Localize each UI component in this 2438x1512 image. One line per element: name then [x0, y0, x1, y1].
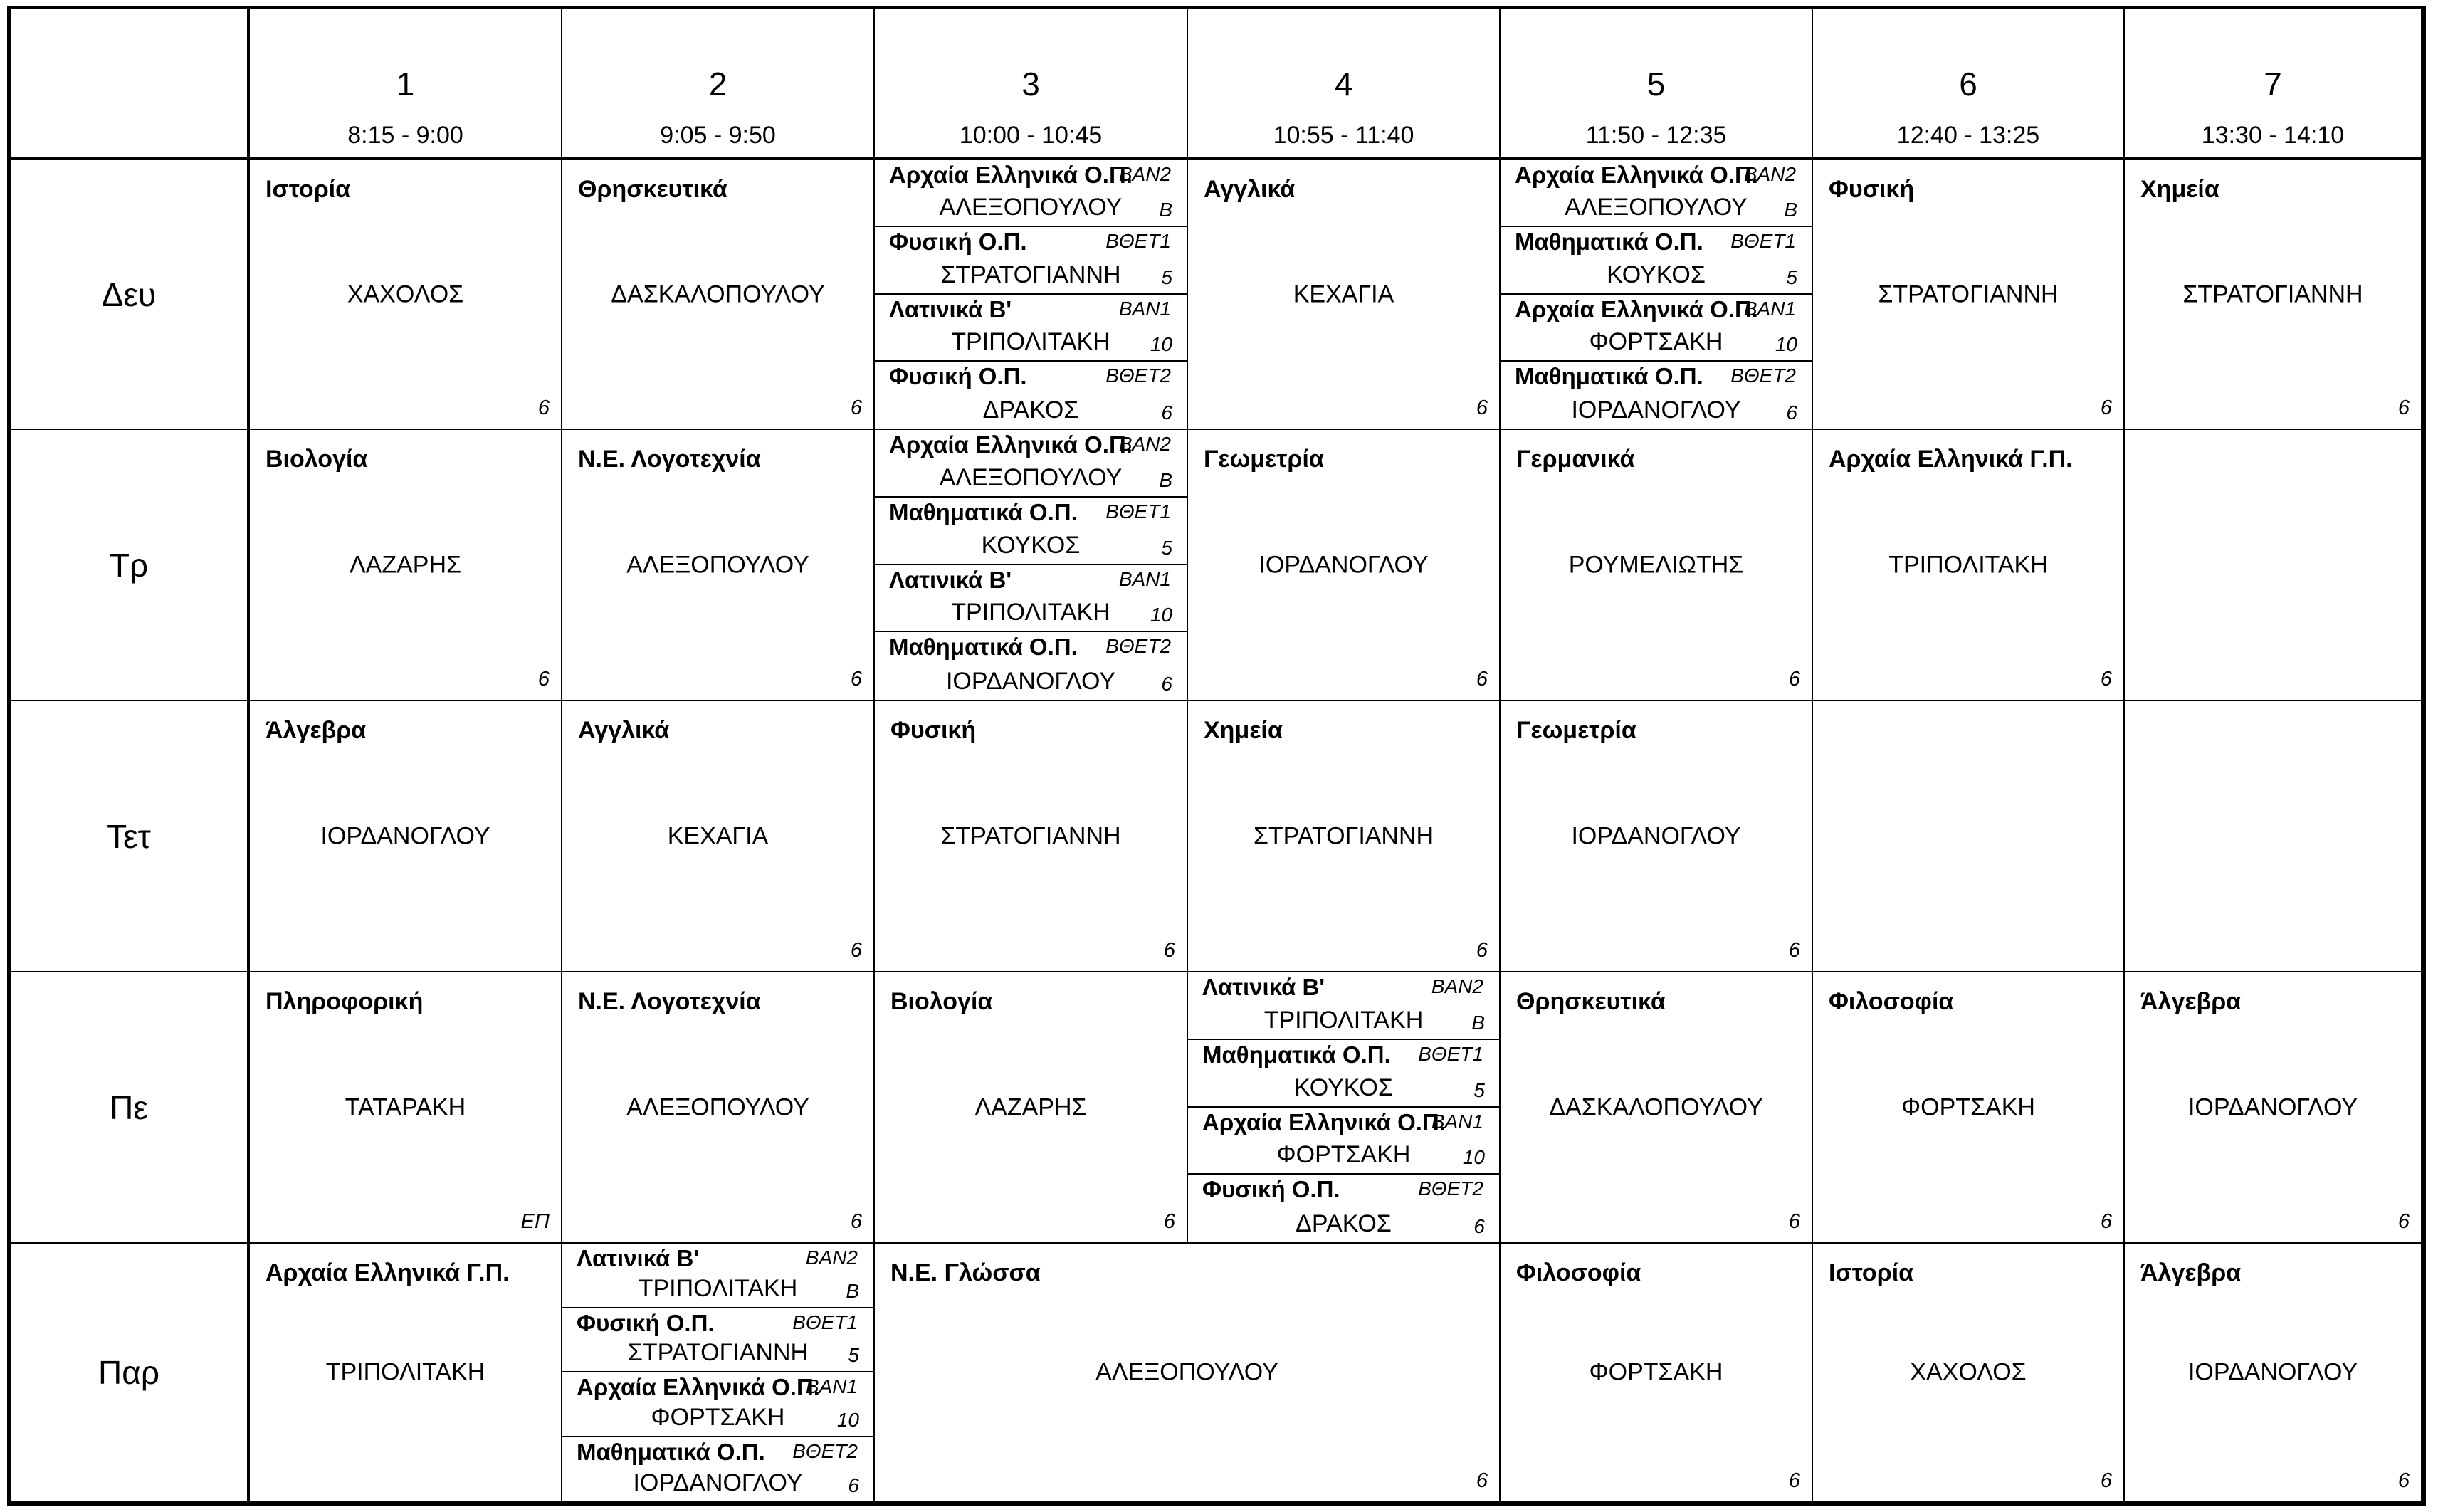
period-time: 11:50 - 12:35: [1585, 122, 1727, 149]
group-code: ΒΘΕΤ1: [1730, 230, 1796, 253]
teacher-name: ΦΟΡΤΣΑΚΗ: [1589, 327, 1723, 355]
group-code: ΒΘΕΤ1: [1105, 500, 1171, 523]
room-number: ΕΠ: [520, 1210, 550, 1233]
teacher-name: ΚΟΥΚΟΣ: [1607, 261, 1706, 288]
lesson-cell-split[interactable]: [1501, 160, 1813, 430]
period-number: 5: [1646, 65, 1666, 103]
lesson-cell[interactable]: [1813, 430, 2125, 701]
group-code: ΒΘΕΤ2: [1730, 364, 1796, 387]
lesson-cell[interactable]: [1188, 430, 1501, 701]
teacher-name: ΑΛΕΞΟΠΟΥΛΟΥ: [626, 1093, 809, 1120]
teacher-name: ΤΡΙΠΟΛΙΤΑΚΗ: [1888, 551, 2048, 578]
lesson-cell[interactable]: [1501, 1244, 1813, 1503]
subject-name: Φυσική Ο.Π.: [889, 229, 1027, 256]
lesson-cell-split[interactable]: [875, 430, 1188, 701]
room-number: 6: [850, 397, 862, 419]
group-lesson[interactable]: [875, 160, 1187, 227]
group-lesson[interactable]: [875, 498, 1187, 565]
teacher-name: ΤΡΙΠΟΛΙΤΑΚΗ: [951, 599, 1110, 626]
period-header-4: [1188, 9, 1501, 160]
room-number: 6: [1473, 1215, 1485, 1237]
period-number: 1: [396, 65, 415, 103]
subject-name: Ιστορία: [266, 176, 351, 203]
subject-name: Μαθηματικά Ο.Π.: [1515, 362, 1703, 389]
group-lesson[interactable]: [875, 430, 1187, 498]
period-time: 9:05 - 9:50: [660, 122, 776, 149]
subject-name: Ν.Ε. Λογοτεχνία: [578, 446, 761, 473]
subject-name: Αγγλικά: [578, 717, 670, 744]
room-number: 5: [1786, 266, 1797, 288]
lesson-cell[interactable]: [875, 701, 1188, 972]
room-number: 5: [848, 1344, 859, 1366]
group-lesson[interactable]: [875, 632, 1187, 700]
group-code: ΒΘΕΤ1: [1105, 230, 1171, 253]
lesson-cell[interactable]: [250, 701, 562, 972]
period-time: 10:55 - 11:40: [1273, 122, 1414, 149]
teacher-name: ΣΤΡΑΤΟΓΙΑΝΝΗ: [627, 1339, 809, 1366]
lesson-cell[interactable]: [875, 972, 1188, 1244]
lesson-cell[interactable]: [2125, 160, 2422, 430]
teacher-name: ΤΡΙΠΟΛΙΤΑΚΗ: [325, 1358, 485, 1386]
corner-cell: [11, 9, 250, 160]
period-header-1: [250, 9, 562, 160]
room-number: 6: [1161, 673, 1172, 695]
period-number: 7: [2264, 65, 2282, 103]
group-code: ΒΑΝ1: [1118, 297, 1171, 320]
teacher-name: ΑΛΕΞΟΠΟΥΛΟΥ: [939, 194, 1123, 221]
teacher-name: ΙΟΡΔΑΝΟΓΛΟΥ: [1571, 822, 1741, 849]
room-number: 6: [2100, 668, 2112, 691]
subject-name: Φυσική: [1829, 176, 1915, 203]
group-lesson[interactable]: [1188, 1040, 1499, 1108]
day-label-5: Παρ: [11, 1244, 250, 1503]
period-header-7: [2125, 9, 2422, 160]
subject-name: Αρχαία Ελληνικά Ο.Π.: [1202, 1108, 1446, 1135]
day-label-1: Δευ: [11, 160, 250, 430]
lesson-cell-split[interactable]: [1188, 972, 1501, 1244]
period-time: 13:30 - 14:10: [2201, 122, 2345, 149]
empty-cell: [2125, 430, 2422, 701]
subject-name: Αρχαία Ελληνικά Γ.Π.: [266, 1259, 510, 1286]
lesson-cell[interactable]: [2125, 972, 2422, 1244]
teacher-name: ΙΟΡΔΑΝΟΓΛΟΥ: [2187, 1093, 2358, 1120]
group-code: ΒΘΕΤ2: [1105, 635, 1171, 658]
room-number: 6: [1788, 1469, 1800, 1492]
subject-name: Αρχαία Ελληνικά Ο.Π.: [889, 162, 1133, 188]
room-number: 6: [2397, 1469, 2410, 1492]
group-code: ΒΑΝ2: [1431, 975, 1483, 997]
teacher-name: ΧΑΧΟΛΟΣ: [1910, 1358, 2027, 1386]
teacher-name: ΙΟΡΔΑΝΟΓΛΟΥ: [1259, 551, 1429, 578]
subject-name: Ν.Ε. Γλώσσα: [890, 1259, 1041, 1286]
teacher-name: ΑΛΕΞΟΠΟΥΛΟΥ: [939, 463, 1123, 491]
room-number: 6: [2397, 397, 2410, 419]
teacher-name: ΦΟΡΤΣΑΚΗ: [651, 1403, 785, 1431]
subject-name: Μαθηματικά Ο.Π.: [1202, 1041, 1391, 1068]
group-lesson[interactable]: [875, 295, 1187, 362]
teacher-name: ΚΟΥΚΟΣ: [1294, 1073, 1393, 1101]
timetable-grid: [7, 6, 2426, 1506]
period-time: 8:15 - 9:00: [347, 122, 463, 149]
lesson-cell-split[interactable]: [562, 1244, 875, 1503]
room-number: 6: [1786, 401, 1797, 424]
group-code: ΒΑΝ1: [805, 1375, 858, 1397]
day-label-4: Πε: [11, 972, 250, 1244]
group-lesson[interactable]: [562, 1244, 873, 1308]
teacher-name: ΔΡΑΚΟΣ: [1296, 1210, 1392, 1237]
subject-name: Αρχαία Ελληνικά Γ.Π.: [1829, 446, 2073, 473]
subject-name: Λατινικά Β': [889, 295, 1012, 322]
subject-name: Χημεία: [1204, 717, 1283, 744]
teacher-name: ΧΑΧΟΛΟΣ: [347, 280, 464, 308]
room-number: 10: [1150, 604, 1172, 626]
lesson-cell[interactable]: [562, 430, 875, 701]
teacher-name: ΚΕΧΑΓΙΑ: [1293, 280, 1394, 308]
lesson-cell[interactable]: [1813, 1244, 2125, 1503]
group-code: ΒΑΝ2: [1118, 433, 1171, 455]
group-code: ΒΘΕΤ1: [792, 1311, 858, 1333]
room-number: Β: [846, 1279, 859, 1302]
room-number: 6: [2100, 397, 2112, 419]
group-lesson[interactable]: [875, 227, 1187, 294]
room-number: Β: [1159, 199, 1172, 221]
subject-name: Μαθηματικά Ο.Π.: [889, 634, 1078, 661]
room-number: 6: [1476, 668, 1488, 691]
group-lesson[interactable]: [875, 565, 1187, 633]
period-time: 10:00 - 10:45: [959, 122, 1103, 149]
teacher-name: ΑΛΕΞΟΠΟΥΛΟΥ: [626, 551, 809, 578]
subject-name: Πληροφορική: [266, 988, 424, 1015]
period-header-3: [875, 9, 1188, 160]
group-lesson[interactable]: [1501, 160, 1812, 227]
lesson-cell[interactable]: [250, 1244, 562, 1503]
subject-name: Φυσική Ο.Π.: [577, 1309, 715, 1336]
group-code: ΒΘΕΤ2: [792, 1439, 858, 1462]
room-number: Β: [1471, 1011, 1485, 1034]
room-number: 6: [1476, 397, 1488, 419]
subject-name: Βιολογία: [266, 446, 368, 473]
subject-name: Γερμανικά: [1516, 446, 1635, 473]
teacher-name: ΤΡΙΠΟΛΙΤΑΚΗ: [951, 327, 1110, 355]
teacher-name: ΦΟΡΤΣΑΚΗ: [1901, 1093, 2035, 1120]
room-number: 10: [1150, 332, 1172, 355]
subject-name: Μαθηματικά Ο.Π.: [577, 1438, 765, 1465]
teacher-name: ΔΡΑΚΟΣ: [982, 397, 1079, 424]
room-number: 6: [1788, 668, 1800, 691]
teacher-name: ΤΑΤΑΡΑΚΗ: [345, 1093, 466, 1120]
group-lesson[interactable]: [875, 362, 1187, 429]
period-header-2: [562, 9, 875, 160]
group-lesson[interactable]: [1501, 227, 1812, 294]
lesson-cell[interactable]: [1188, 160, 1501, 430]
room-number: 10: [836, 1408, 859, 1431]
lesson-cell[interactable]: [562, 160, 875, 430]
room-number: 6: [2100, 1469, 2112, 1492]
lesson-cell[interactable]: [250, 160, 562, 430]
group-code: ΒΑΝ2: [1118, 163, 1171, 185]
teacher-name: ΣΤΡΑΤΟΓΙΑΝΝΗ: [940, 822, 1121, 849]
lesson-cell[interactable]: [250, 972, 562, 1244]
teacher-name: ΑΛΕΞΟΠΟΥΛΟΥ: [1095, 1358, 1278, 1386]
period-number: 4: [1334, 65, 1353, 103]
group-lesson[interactable]: [1188, 972, 1499, 1040]
subject-name: Θρησκευτικά: [1516, 988, 1666, 1015]
lesson-cell[interactable]: [1501, 972, 1813, 1244]
room-number: 5: [1161, 266, 1172, 288]
lesson-cell-split[interactable]: [875, 160, 1188, 430]
subject-name: Αρχαία Ελληνικά Ο.Π.: [1515, 162, 1758, 188]
room-number: 6: [850, 668, 862, 691]
room-number: Β: [1159, 468, 1172, 491]
subject-name: Χημεία: [2140, 176, 2219, 203]
group-lesson[interactable]: [1188, 1108, 1499, 1175]
teacher-name: ΤΡΙΠΟΛΙΤΑΚΗ: [1263, 1006, 1424, 1034]
room-number: Β: [1784, 199, 1797, 221]
teacher-name: ΙΟΡΔΑΝΟΓΛΟΥ: [2187, 1358, 2358, 1386]
room-number: 6: [1163, 1210, 1175, 1233]
lesson-cell[interactable]: [875, 1244, 1501, 1503]
teacher-name: ΣΤΡΑΤΟΓΙΑΝΝΗ: [2182, 280, 2363, 308]
room-number: 5: [1161, 536, 1172, 559]
subject-name: Μαθηματικά Ο.Π.: [889, 498, 1078, 525]
teacher-name: ΦΟΡΤΣΑΚΗ: [1276, 1141, 1411, 1169]
lesson-cell[interactable]: [250, 430, 562, 701]
room-number: 5: [1473, 1078, 1485, 1101]
room-number: 6: [1161, 401, 1172, 424]
teacher-name: ΚΟΥΚΟΣ: [981, 531, 1081, 559]
subject-name: Φυσική: [890, 717, 977, 744]
group-lesson[interactable]: [562, 1437, 873, 1502]
room-number: 6: [850, 1210, 862, 1233]
teacher-name: ΚΕΧΑΓΙΑ: [667, 822, 769, 849]
subject-name: Άλγεβρα: [2140, 988, 2242, 1015]
teacher-name: ΡΟΥΜΕΛΙΩΤΗΣ: [1568, 551, 1744, 578]
subject-name: Αρχαία Ελληνικά Ο.Π.: [889, 431, 1133, 458]
subject-name: Φυσική Ο.Π.: [889, 362, 1027, 389]
teacher-name: ΛΑΖΑΡΗΣ: [349, 551, 462, 578]
group-code: ΒΘΕΤ1: [1418, 1042, 1483, 1065]
room-number: 6: [850, 939, 862, 962]
group-lesson[interactable]: [1501, 295, 1812, 362]
teacher-name: ΛΑΖΑΡΗΣ: [974, 1093, 1087, 1120]
subject-name: Αγγλικά: [1204, 176, 1296, 203]
day-label-2: Τρ: [11, 430, 250, 701]
lesson-cell[interactable]: [562, 972, 875, 1244]
teacher-name: ΑΛΕΞΟΠΟΥΛΟΥ: [1565, 194, 1748, 221]
group-lesson[interactable]: [562, 1372, 873, 1437]
subject-name: Γεωμετρία: [1516, 717, 1636, 744]
subject-name: Λατινικά Β': [1202, 974, 1325, 1000]
teacher-name: ΤΡΙΠΟΛΙΤΑΚΗ: [638, 1274, 798, 1302]
group-code: ΒΑΝ1: [1431, 1110, 1483, 1133]
subject-name: Φιλοσοφία: [1516, 1259, 1641, 1286]
subject-name: Ν.Ε. Λογοτεχνία: [578, 988, 761, 1015]
period-number: 6: [1959, 65, 1977, 103]
subject-name: Λατινικά Β': [889, 566, 1012, 593]
teacher-name: ΔΑΣΚΑΛΟΠΟΥΛΟΥ: [611, 280, 825, 308]
room-number: 6: [1788, 1210, 1800, 1233]
lesson-cell[interactable]: [1813, 972, 2125, 1244]
empty-cell: [2125, 701, 2422, 972]
room-number: 6: [537, 397, 550, 419]
day-label-3: Τετ: [11, 701, 250, 972]
group-code: ΒΑΝ1: [1118, 567, 1171, 590]
group-code: ΒΑΝ2: [805, 1246, 858, 1269]
teacher-name: ΣΤΡΑΤΟΓΙΑΝΝΗ: [940, 261, 1121, 288]
subject-name: Βιολογία: [890, 988, 993, 1015]
lesson-cell[interactable]: [1501, 701, 1813, 972]
teacher-name: ΙΟΡΔΑΝΟΓΛΟΥ: [633, 1469, 803, 1496]
subject-name: Θρησκευτικά: [578, 176, 727, 203]
room-number: 6: [1788, 939, 1800, 962]
group-code: ΒΑΝ1: [1743, 297, 1796, 320]
room-number: 6: [1476, 939, 1488, 962]
room-number: 6: [2100, 1210, 2112, 1233]
teacher-name: ΙΟΡΔΑΝΟΓΛΟΥ: [320, 822, 490, 849]
period-time: 12:40 - 13:25: [1896, 122, 2040, 149]
group-code: ΒΘΕΤ2: [1418, 1177, 1483, 1200]
subject-name: Φυσική Ο.Π.: [1202, 1176, 1340, 1203]
empty-cell: [1813, 701, 2125, 972]
group-lesson[interactable]: [562, 1308, 873, 1373]
subject-name: Ιστορία: [1829, 1259, 1914, 1286]
group-code: ΒΑΝ2: [1743, 163, 1796, 185]
teacher-name: ΣΤΡΑΤΟΓΙΑΝΝΗ: [1253, 822, 1434, 849]
subject-name: Αρχαία Ελληνικά Ο.Π.: [577, 1374, 820, 1400]
room-number: 6: [1476, 1469, 1488, 1492]
lesson-cell[interactable]: [562, 701, 875, 972]
room-number: 6: [848, 1474, 859, 1496]
room-number: 6: [1163, 939, 1175, 962]
room-number: 6: [2397, 1210, 2410, 1233]
subject-name: Φιλοσοφία: [1829, 988, 1954, 1015]
lesson-cell[interactable]: [2125, 1244, 2422, 1503]
subject-name: Αρχαία Ελληνικά Ο.Π.: [1515, 295, 1758, 322]
lesson-cell[interactable]: [1501, 430, 1813, 701]
teacher-name: ΦΟΡΤΣΑΚΗ: [1589, 1358, 1723, 1386]
lesson-cell[interactable]: [1813, 160, 2125, 430]
period-number: 2: [708, 65, 727, 103]
subject-name: Άλγεβρα: [266, 717, 367, 744]
room-number: 10: [1462, 1146, 1485, 1169]
teacher-name: ΙΟΡΔΑΝΟΓΛΟΥ: [945, 668, 1116, 695]
subject-name: Μαθηματικά Ο.Π.: [1515, 229, 1703, 256]
teacher-name: ΣΤΡΑΤΟΓΙΑΝΝΗ: [1878, 280, 2059, 308]
subject-name: Άλγεβρα: [2140, 1259, 2242, 1286]
subject-name: Λατινικά Β': [577, 1245, 700, 1271]
room-number: 10: [1775, 332, 1797, 355]
teacher-name: ΙΟΡΔΑΝΟΓΛΟΥ: [1571, 397, 1741, 424]
group-lesson[interactable]: [1501, 362, 1812, 429]
group-lesson[interactable]: [1188, 1175, 1499, 1242]
period-header-6: [1813, 9, 2125, 160]
period-header-5: [1501, 9, 1813, 160]
period-number: 3: [1021, 65, 1040, 103]
subject-name: Γεωμετρία: [1204, 446, 1324, 473]
teacher-name: ΔΑΣΚΑΛΟΠΟΥΛΟΥ: [1549, 1093, 1763, 1120]
group-code: ΒΘΕΤ2: [1105, 364, 1171, 387]
room-number: 6: [537, 668, 550, 691]
lesson-cell[interactable]: [1188, 701, 1501, 972]
